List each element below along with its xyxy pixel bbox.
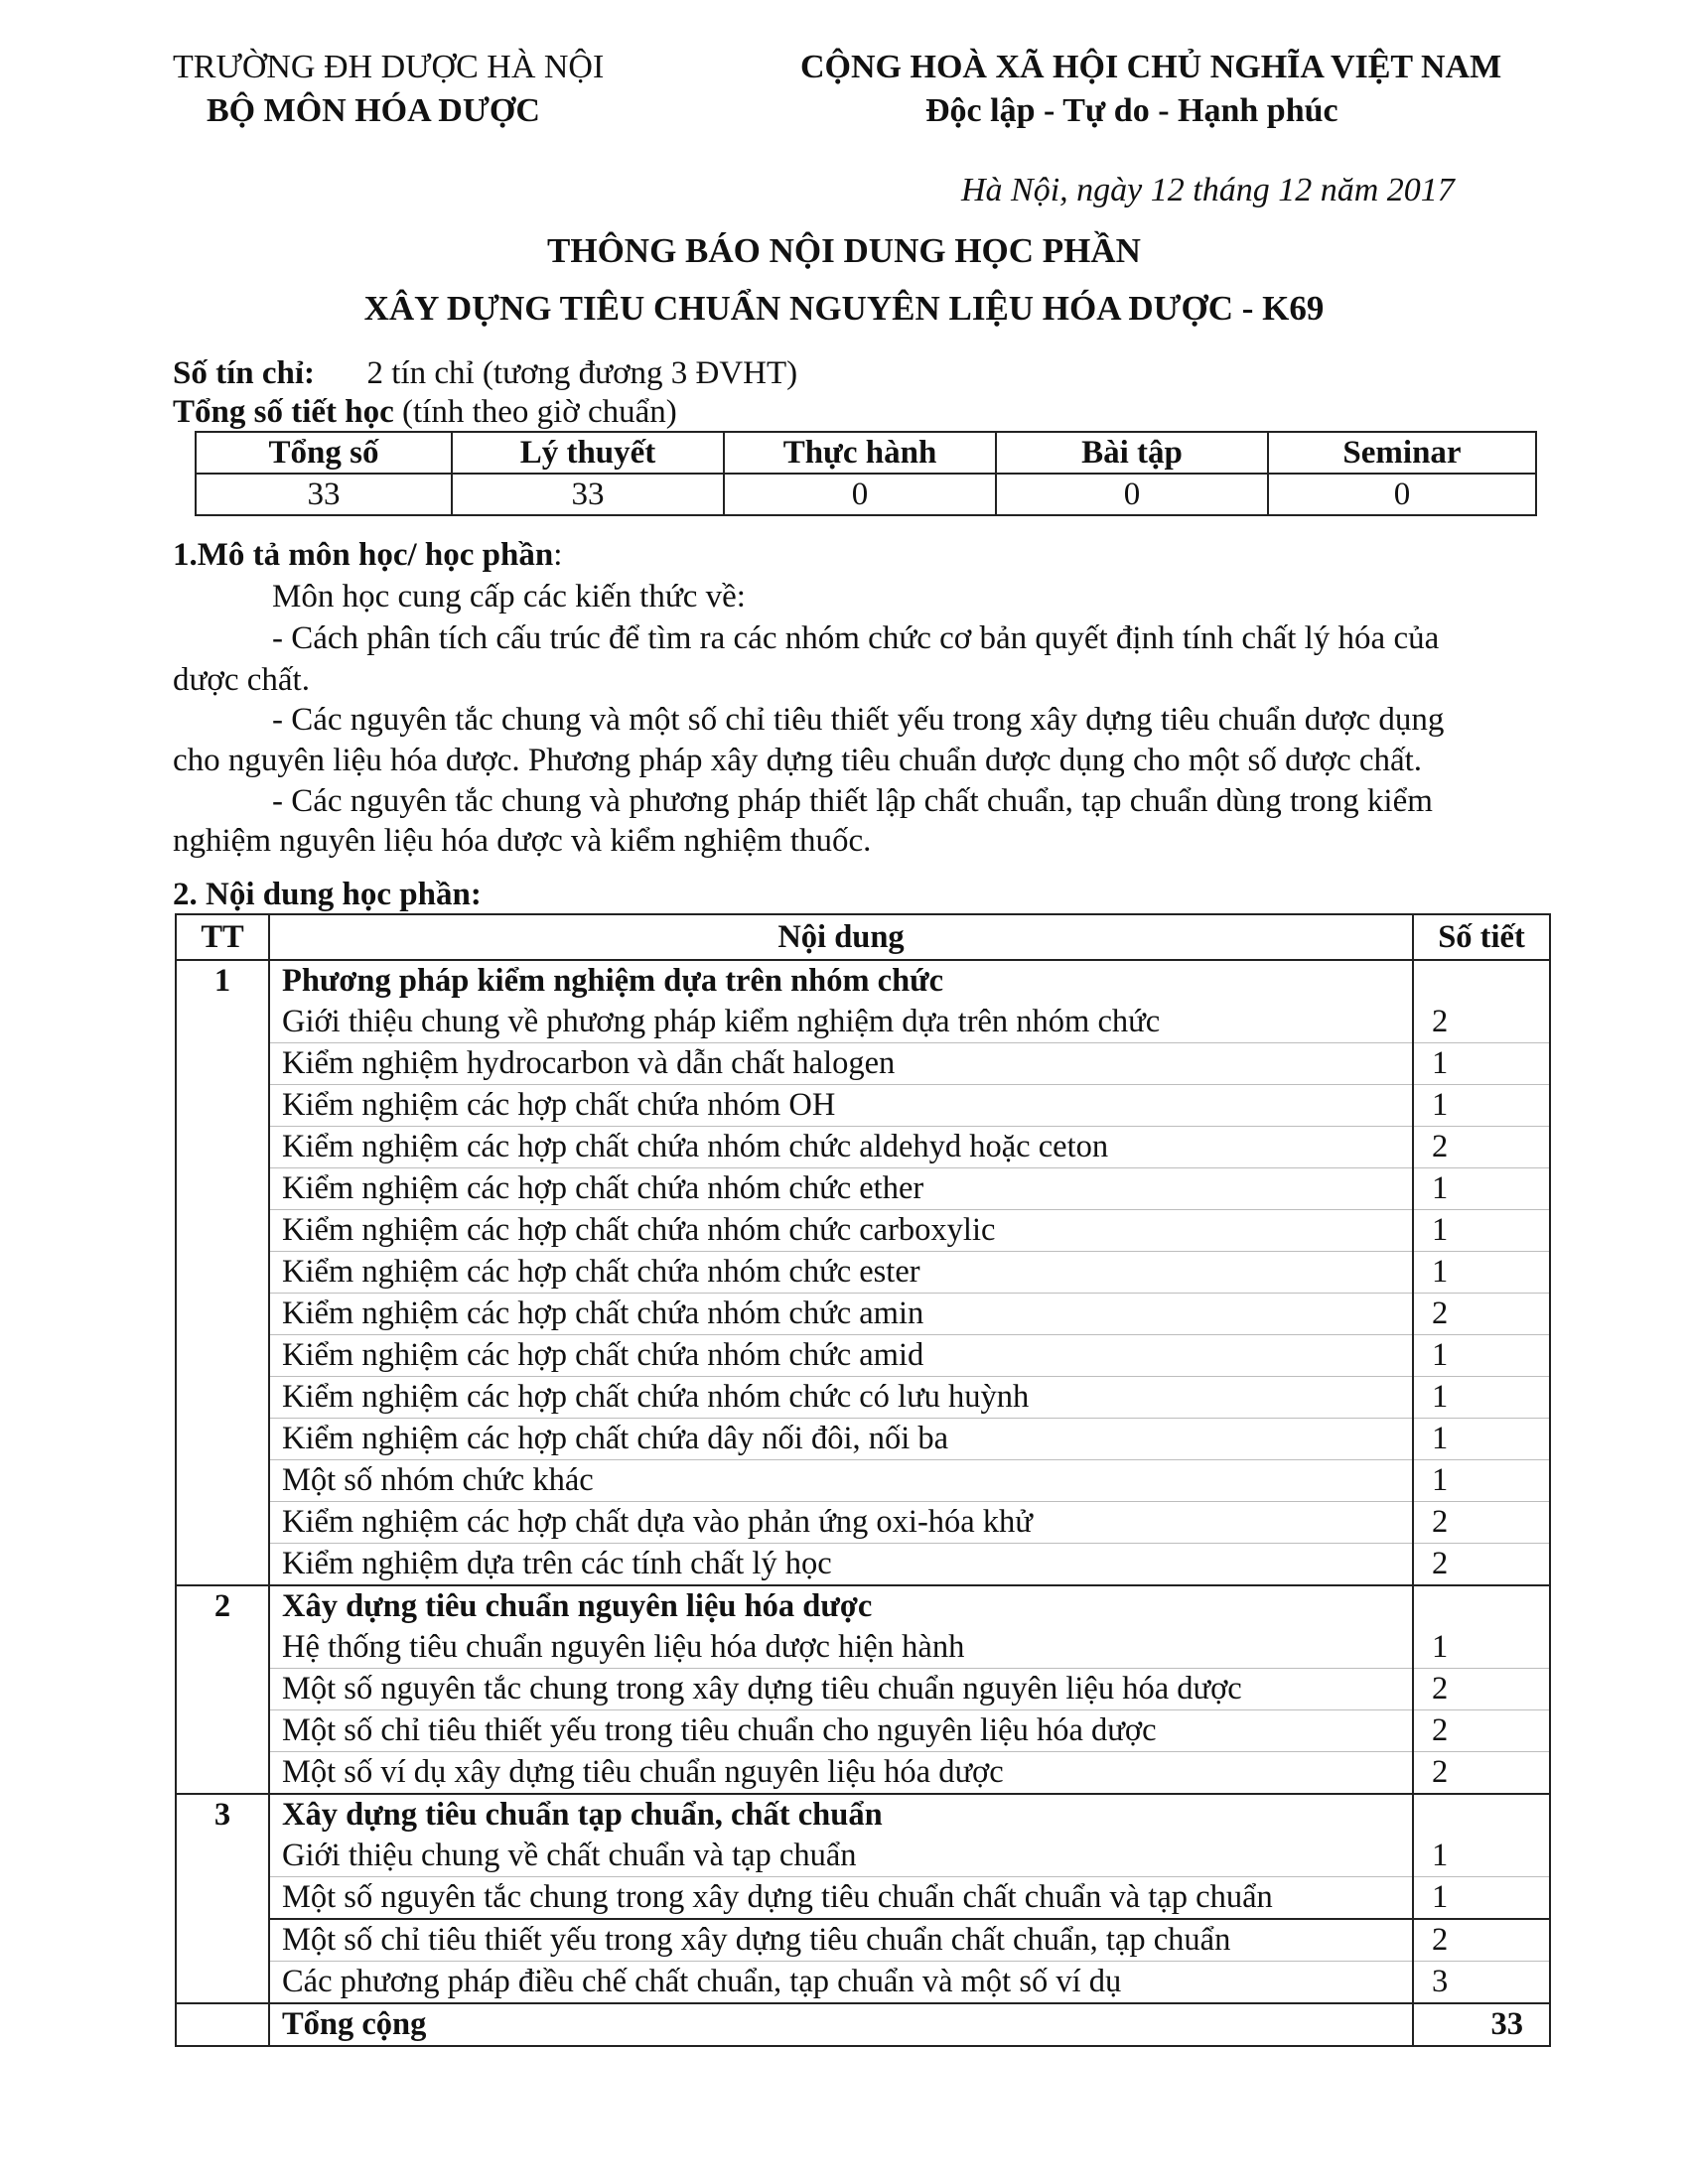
table-row [176,1962,1550,2004]
section-hours-cell [1413,1794,1550,1836]
hours-value-practice: 0 [724,474,996,515]
hours-table [195,431,1537,516]
row-hours: 1 [1413,1460,1550,1502]
section-hours-cell [1413,1585,1550,1627]
row-hours: 1 [1413,1877,1550,1920]
credits-line [173,352,797,394]
section-row [176,960,1550,1002]
section-hours-cell [1413,960,1550,1002]
row-content: Kiểm nghiệm các hợp chất chứa nhóm chức amid [269,1335,1413,1377]
department-name: BỘ MÔN HÓA DƯỢC [207,92,540,129]
hours-line [173,391,677,433]
row-hours: 1 [1413,1627,1550,1669]
content-table-body [176,960,1550,2046]
row-content: Kiểm nghiệm dựa trên các tính chất lý học [269,1544,1413,1586]
table-row [176,1836,1550,1877]
hours-header-exercise: Bài tập [996,432,1268,474]
row-hours: 2 [1413,1502,1550,1544]
title-line-2: XÂY DỰNG TIÊU CHUẨN NGUYÊN LIỆU HÓA DƯỢC - K69 [363,289,1325,328]
credits-value: 2 tín chỉ (tương đương 3 ĐVHT) [366,355,798,391]
table-row [176,1877,1550,1920]
row-content: Một số nguyên tắc chung trong xây dựng tiêu chuẩn chất chuẩn và tạp chuẩn [269,1877,1413,1920]
hours-note: (tính theo giờ chuẩn) [402,394,677,430]
content-header-hours: Số tiết [1413,914,1550,960]
description-heading-colon: : [553,537,563,573]
hours-header-total: Tổng số [196,432,452,474]
row-hours: 2 [1413,1752,1550,1795]
row-hours: 1 [1413,1377,1550,1419]
row-hours: 1 [1413,1085,1550,1127]
row-content: Kiểm nghiệm các hợp chất dựa vào phản ứng oxi-hóa khử [269,1502,1413,1544]
hours-value-total: 33 [196,474,452,515]
hours-table-values [196,474,1536,515]
row-hours: 1 [1413,1419,1550,1460]
total-tt-cell [176,2003,269,2046]
table-row [176,1043,1550,1085]
table-row [176,1502,1550,1544]
description-intro: Môn học cung cấp các kiến thức về: [272,579,746,614]
row-hours: 2 [1413,1294,1550,1335]
table-row [176,1752,1550,1795]
motto: Độc lập - Tự do - Hạnh phúc [925,92,1338,129]
table-row [176,1210,1550,1252]
table-row [176,1544,1550,1586]
section-title: Xây dựng tiêu chuẩn tạp chuẩn, chất chuẩn [269,1794,1413,1836]
table-row [176,1919,1550,1962]
section-number: 1 [176,960,269,1585]
description-bullet-3-line-2: nghiệm nguyên liệu hóa dược và kiểm nghiệm thuốc. [173,823,872,859]
hours-header-seminar: Seminar [1268,432,1536,474]
row-content: Giới thiệu chung về chất chuẩn và tạp chuẩn [269,1836,1413,1877]
description-bullet-3-line-1: - Các nguyên tắc chung và phương pháp thiết lập chất chuẩn, tạp chuẩn dùng trong kiểm [272,783,1433,819]
row-content: Kiểm nghiệm các hợp chất chứa nhóm chức có lưu huỳnh [269,1377,1413,1419]
row-content: Giới thiệu chung về phương pháp kiểm nghiệm dựa trên nhóm chức [269,1002,1413,1043]
table-row [176,1710,1550,1752]
row-content: Kiểm nghiệm các hợp chất chứa nhóm chức ester [269,1252,1413,1294]
row-hours: 1 [1413,1210,1550,1252]
section-title: Xây dựng tiêu chuẩn nguyên liệu hóa dược [269,1585,1413,1627]
total-hours: 33 [1413,2003,1550,2046]
description-bullet-2-line-1: - Các nguyên tắc chung và một số chỉ tiêu thiết yếu trong xây dựng tiêu chuẩn dược dụng [272,702,1445,738]
section-number: 2 [176,1585,269,1794]
row-hours: 2 [1413,1919,1550,1962]
row-content: Một số nguyên tắc chung trong xây dựng tiêu chuẩn nguyên liệu hóa dược [269,1669,1413,1710]
row-content: Kiểm nghiệm các hợp chất chứa dây nối đôi, nối ba [269,1419,1413,1460]
title-line-1: THÔNG BÁO NỘI DUNG HỌC PHẦN [547,231,1141,270]
table-row [176,1460,1550,1502]
country-name: CỘNG HOÀ XÃ HỘI CHỦ NGHĨA VIỆT NAM [800,49,1502,85]
document-date: Hà Nội, ngày 12 tháng 12 năm 2017 [961,172,1455,208]
row-hours: 1 [1413,1168,1550,1210]
row-hours: 2 [1413,1127,1550,1168]
total-row [176,2003,1550,2046]
table-row [176,1002,1550,1043]
content-table-header [176,914,1550,960]
section-title: Phương pháp kiểm nghiệm dựa trên nhóm chức [269,960,1413,1002]
table-row [176,1627,1550,1669]
row-content: Một số chỉ tiêu thiết yếu trong xây dựng tiêu chuẩn chất chuẩn, tạp chuẩn [269,1919,1413,1962]
table-row [176,1669,1550,1710]
table-row [176,1335,1550,1377]
row-hours: 2 [1413,1002,1550,1043]
row-hours: 1 [1413,1836,1550,1877]
content-header-tt: TT [176,914,269,960]
hours-value-exercise: 0 [996,474,1268,515]
hours-table-header [196,432,1536,474]
row-content: Kiểm nghiệm các hợp chất chứa nhóm OH [269,1085,1413,1127]
row-content: Kiểm nghiệm các hợp chất chứa nhóm chức carboxylic [269,1210,1413,1252]
row-content: Kiểm nghiệm các hợp chất chứa nhóm chức ether [269,1168,1413,1210]
table-row [176,1377,1550,1419]
content-heading: 2. Nội dung học phần: [173,877,482,912]
table-row [176,1085,1550,1127]
school-name: TRƯỜNG ĐH DƯỢC HÀ NỘI [173,49,605,85]
hours-value-seminar: 0 [1268,474,1536,515]
table-row [176,1252,1550,1294]
section-number: 3 [176,1794,269,2003]
content-header-content: Nội dung [269,914,1413,960]
row-content: Hệ thống tiêu chuẩn nguyên liệu hóa dược hiện hành [269,1627,1413,1669]
row-hours: 1 [1413,1252,1550,1294]
section-row [176,1585,1550,1627]
table-row [176,1168,1550,1210]
description-heading: 1.Mô tả môn học/ học phần [173,537,554,573]
table-row [176,1419,1550,1460]
row-hours: 3 [1413,1962,1550,2004]
row-content: Kiểm nghiệm các hợp chất chứa nhóm chức aldehyd hoặc ceton [269,1127,1413,1168]
description-bullet-2-line-2: cho nguyên liệu hóa dược. Phương pháp xây dựng tiêu chuẩn dược dụng cho một số dược chất. [173,743,1423,778]
description-bullet-1-line-2: dược chất. [173,662,310,698]
description-heading-line [173,534,562,576]
row-content: Một số chỉ tiêu thiết yếu trong tiêu chuẩn cho nguyên liệu hóa dược [269,1710,1413,1752]
row-hours: 1 [1413,1335,1550,1377]
table-row [176,1127,1550,1168]
row-hours: 2 [1413,1544,1550,1586]
row-content: Các phương pháp điều chế chất chuẩn, tạp chuẩn và một số ví dụ [269,1962,1413,2004]
total-label: Tổng cộng [269,2003,1413,2046]
row-content: Kiểm nghiệm hydrocarbon và dẫn chất halogen [269,1043,1413,1085]
row-content: Kiểm nghiệm các hợp chất chứa nhóm chức amin [269,1294,1413,1335]
row-content: Một số ví dụ xây dựng tiêu chuẩn nguyên liệu hóa dược [269,1752,1413,1795]
credits-label: Số tín chỉ: [173,355,316,391]
hours-header-practice: Thực hành [724,432,996,474]
content-table [175,913,1551,2047]
row-content: Một số nhóm chức khác [269,1460,1413,1502]
row-hours: 2 [1413,1669,1550,1710]
description-bullet-1-line-1: - Cách phân tích cấu trúc để tìm ra các nhóm chức cơ bản quyết định tính chất lý hóa của [272,620,1440,656]
table-row [176,1294,1550,1335]
hours-header-theory: Lý thuyết [452,432,724,474]
section-row [176,1794,1550,1836]
row-hours: 2 [1413,1710,1550,1752]
hours-value-theory: 33 [452,474,724,515]
hours-label: Tổng số tiết học [173,394,394,430]
row-hours: 1 [1413,1043,1550,1085]
